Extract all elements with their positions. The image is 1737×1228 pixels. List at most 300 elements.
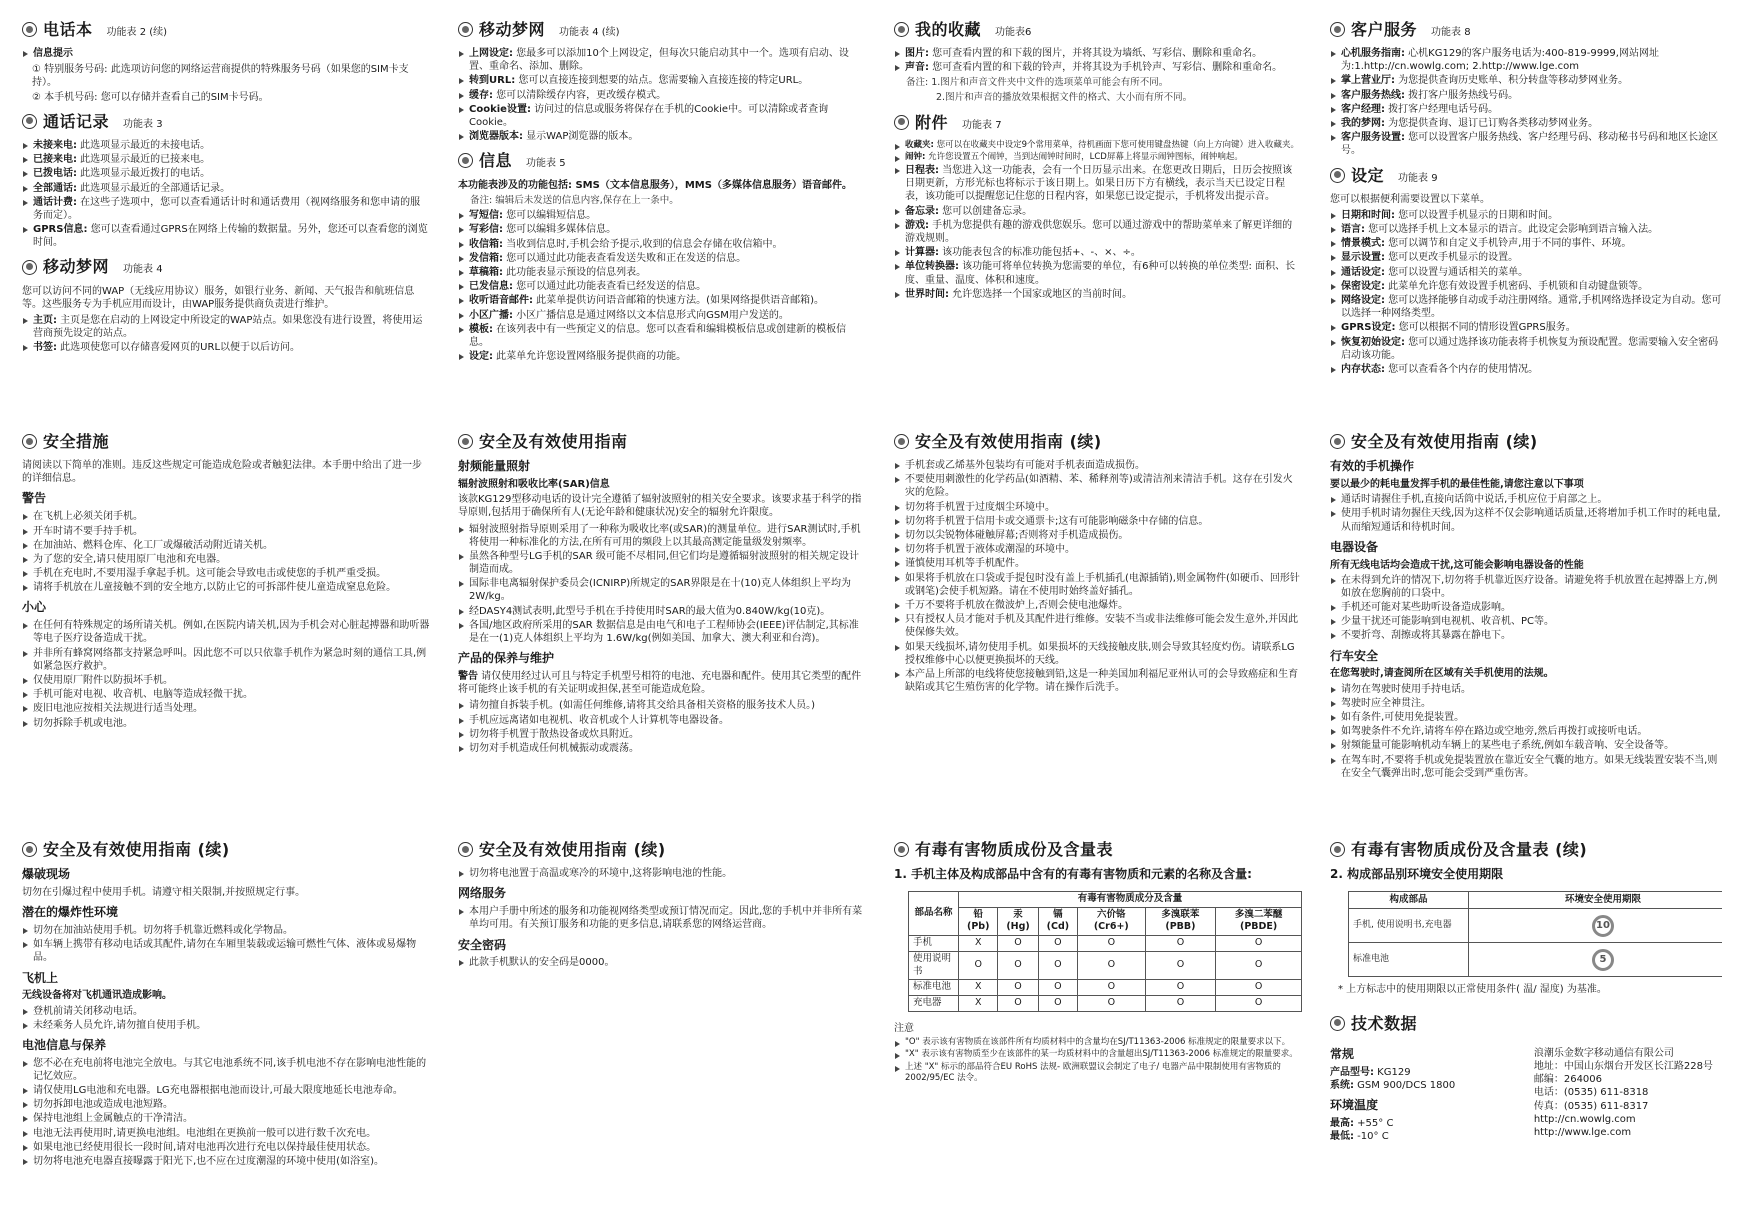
item-list: [22, 1005, 430, 1032]
list-item: 已发信息: 您可以通过此功能表查看已经发送的信息。: [458, 280, 866, 293]
section-title: 技术数据: [1351, 1013, 1418, 1033]
list-item: 不要折弯、刮擦或将其暴露在静电下。: [1330, 629, 1722, 642]
list-item: 游戏: 手机为您提供有趣的游戏供您娱乐。您可以通过游戏中的帮助菜单来了解更详细的游戏规则。: [894, 219, 1302, 245]
subheading: 飞机上: [22, 970, 59, 985]
spec-line: 最高: +55° C: [1330, 1117, 1394, 1129]
section-messages: [458, 150, 866, 363]
list-item: 备忘录: 您可以创建备忘录。: [894, 205, 1302, 218]
table-header-cell: 铅(Pb): [959, 907, 998, 935]
section-title: 有毒有害物质成份及含量表: [915, 840, 1114, 859]
list-item: 切勿拆除手机或电池。: [22, 717, 430, 730]
section-mobile-monternet-cont: [458, 19, 866, 143]
section-header: [1330, 1013, 1722, 1034]
section-header: [1330, 165, 1722, 186]
table-header-row: [1349, 891, 1723, 909]
list-item: 客户经理: 拨打客户经理电话号码。: [1330, 103, 1722, 116]
list-item: 经DASY4测试表明,此型号手机在手持使用时SAR的最大值为0.840W/kg(10克)。: [458, 605, 866, 618]
list-item: 声音: 您可查看内置的和下载的铃声，并将其设为手机铃声、写彩信、删除和重命名。: [894, 61, 1302, 74]
section-title: 附件: [915, 112, 949, 132]
company-line: 传真：(0535) 611-8317: [1533, 1100, 1649, 1112]
list-item: 切勿在加油站使用手机。切勿将手机靠近燃料或化学物品。: [22, 924, 430, 937]
subheading: 在您驾驶时,请查阅所在区域有关手机使用的法规。: [1330, 668, 1554, 680]
section-subtitle: 功能表 2 (续): [106, 27, 168, 38]
table-cell: X: [959, 936, 998, 952]
list-item: 主页: 主页是您在启动的上网设定中所设定的WAP站点。如果您没有进行设置，将使用运营商预先设定的站点。: [22, 314, 430, 340]
section-bullet-icon: [458, 434, 473, 449]
table-cell: [1469, 943, 1723, 977]
list-item: 各国/地区政府所采用的SAR 数据信息是由电气和电子工程师协会(IEEE)评估制定,其标准是在一(1)克人体组织上平均为 1.6W/kg(例如美国、加拿大、澳大利亚和台湾)。: [458, 619, 866, 645]
section-title: 移动梦网: [43, 257, 110, 277]
section-header: [1330, 431, 1722, 452]
subheading: 有效的手机操作: [1330, 459, 1415, 474]
item-list: [22, 510, 430, 594]
section-header: [1330, 839, 1722, 860]
table-cell: X: [959, 980, 998, 996]
list-item: 在任何有特殊规定的场所请关机。例如,在医院内请关机,因为手机会对心脏起搏器和助听器等电子医疗设备造成干扰。: [22, 619, 430, 645]
list-item: 收信箱: 当收到信息时,手机会给予提示,收到的信息会存储在收信箱中。: [458, 238, 866, 251]
table-header-cell: 汞(Hg): [998, 907, 1038, 935]
section-bullet-icon: [22, 260, 37, 275]
section-header: [458, 839, 866, 860]
table-cell: O: [1216, 996, 1302, 1012]
list-item: 上网设定: 您最多可以添加10个上网设定，但每次只能启动其中一个。选项有启动、设置、重命名、添加、删除。: [458, 47, 866, 73]
list-item: 切勿将手机置于过度烟尘环境中。: [894, 501, 1302, 514]
table-cell: O: [1078, 996, 1146, 1012]
section-bullet-icon: [894, 115, 909, 130]
section-header: [894, 112, 1302, 133]
section-title: 信息: [479, 151, 513, 171]
subheading: 网络服务: [458, 886, 507, 901]
company-line: 电话：(0535) 611-8318: [1533, 1087, 1649, 1099]
list-item: 未接来电: 此选项显示最近的未接电话。: [22, 139, 430, 152]
subheading: 小心: [22, 600, 47, 615]
list-item: 已接来电: 此选项显示最近的已接来电。: [22, 153, 430, 166]
list-item: "O" 表示该有害物质在该部件所有均质材料中的含量均在SJ/T11363-2006 标准规定的限量要求以下。: [894, 1037, 1302, 1048]
section-title: 有毒有害物质成份及含量表 (续): [1351, 840, 1588, 859]
section-bullet-icon: [894, 434, 909, 449]
section-customer-service: [1330, 19, 1722, 158]
section-subtitle: 功能表 7: [962, 119, 1002, 131]
subheading: 2. 构成部品别环境安全使用期限: [1330, 867, 1504, 882]
list-item: 保持电池组上金属触点的干净清洁。: [22, 1112, 430, 1125]
list-item: 全部通话: 此选项显示最近的全部通话记录。: [22, 182, 430, 195]
list-item: 如驾驶条件不允许,请将车停在路边或空地旁,然后再拨打或接听电话。: [1330, 725, 1722, 738]
panel-safety-guide-cont: [894, 428, 1302, 697]
company-info: [1534, 1041, 1722, 1143]
list-item: 我的梦网: 为您提供查询、退订已订购各类移动梦网业务。: [1330, 117, 1722, 130]
subheading: 常规: [1330, 1046, 1355, 1061]
intro-text: 切勿在引爆过程中使用手机。请遵守相关限制,并按照规定行事。: [22, 886, 306, 898]
list-item: 客户服务设置: 您可以设置客户服务热线、客户经理号码、移动秘书号码和地区长途区号。: [1330, 131, 1722, 157]
subheading: 无线设备将对飞机通讯造成影响。: [22, 990, 172, 1002]
list-item: 如果电池已经使用很长一段时间,请对电池再次进行充电以保持最佳使用状态。: [22, 1141, 430, 1154]
intro-text: 请阅读以下简单的准则。违反这些规定可能造成危险或者触犯法律。本手册中给出了进一步的详细信息。: [22, 460, 422, 485]
list-item: 国际非电离辐射保护委员会(ICNIRP)所规定的SAR界限是在十(10)克人体组织上平均为2W/kg。: [458, 577, 866, 603]
item-list: [22, 924, 430, 965]
list-item: 闹钟: 允许您设置五个闹钟，当到达闹钟时间时，LCD屏幕上将显示闹钟图标，闹钟响起。: [894, 152, 1302, 163]
section-bullet-icon: [22, 114, 37, 129]
section-title: 安全及有效使用指南: [479, 432, 628, 451]
section-accessories: [894, 112, 1302, 301]
list-item: 收藏夹: 您可以在收藏夹中设定9个常用菜单，待机画面下您可使用键盘热键（向上方向键）进入收藏夹。: [894, 140, 1302, 151]
table-cell: O: [1038, 952, 1077, 980]
list-item: 写短信: 您可以编辑短信息。: [458, 209, 866, 222]
section-title: 安全及有效使用指南 (续): [915, 432, 1102, 451]
subheading: 潜在的爆炸性环境: [22, 905, 119, 920]
list-item: 上述 "X" 标示的部品符合EU RoHS 法规- 欧洲联盟议会制定了电子/ 电器产品中限制使用有害物质的2002/95/EC 法令。: [894, 1062, 1302, 1084]
panel-safety-guide: [458, 428, 866, 758]
eco-period-5-icon: 5: [1592, 949, 1614, 971]
table-cell: 标准电池: [1349, 943, 1469, 977]
item-list: [458, 47, 866, 143]
table-cell: O: [1038, 996, 1077, 1012]
table-header-cell: 镉(Cd): [1038, 907, 1077, 935]
list-item: 如果天线损坏,请勿使用手机。如果损坏的天线接触皮肤,则会导致其轻度灼伤。请联系LG授权维修中心以便更换损坏的天线。: [894, 641, 1302, 667]
item-list: [22, 139, 430, 250]
table-cell: 手机: [909, 936, 959, 952]
list-item: 掌上营业厅: 为您提供查询历史账单、积分转盘等移动梦网业务。: [1330, 74, 1722, 87]
section-bullet-icon: [894, 22, 909, 37]
item-list: [22, 314, 430, 355]
section-header: [22, 256, 430, 277]
list-item: ① 特别服务号码: 此选项访问您的网络运营商提供的特殊服务号码（如果您的SIM卡支持）。: [32, 64, 409, 89]
list-item: 切勿将手机置于液体或潮湿的环境中。: [894, 543, 1302, 556]
list-item: 未经乘务人员允许,请勿擅自使用手机。: [22, 1019, 430, 1032]
section-title: 电话本: [43, 20, 93, 39]
table-cell: O: [1145, 952, 1216, 980]
table-header-cell: 多溴联苯(PBB): [1145, 907, 1216, 935]
section-settings: [1330, 165, 1722, 377]
subheading: 所有无线电话均会造成干扰,这可能会影响电器设备的性能: [1330, 559, 1584, 571]
subheading: 安全密码: [458, 937, 507, 952]
list-item: 日期和时间: 您可以设置手机显示的日期和时间。: [1330, 209, 1722, 222]
section-bullet-icon: [22, 22, 37, 37]
list-item: 请勿在驾驶时使用手持电话。: [1330, 683, 1722, 696]
section-subtitle: 功能表 3: [123, 118, 163, 130]
list-item: 世界时间: 允许您选择一个国家或地区的当前时间。: [894, 288, 1302, 301]
list-item: 收听语音邮件: 此菜单提供访问语音邮箱的快速方法。(如果网络提供语音邮箱)。: [458, 294, 866, 307]
panel-safety-guide-cont-2: [1330, 428, 1722, 783]
list-item: 发信箱: 您可以通过此功能表查看发送失败和正在发送的信息。: [458, 252, 866, 265]
note-text: 2.图片和声音的播放效果根据文件的格式、大小而有所不同。: [936, 92, 1193, 104]
list-item: 通话设定: 您可以设置与通话相关的菜单。: [1330, 266, 1722, 279]
section-header: [22, 19, 430, 40]
eco-period-10-icon: 10: [1592, 915, 1614, 937]
table-cell: O: [1145, 980, 1216, 996]
table-row: [909, 980, 1302, 996]
table-cell: O: [998, 936, 1038, 952]
table-cell: O: [1216, 936, 1302, 952]
list-item: 本用户手册中所述的服务和功能视网络类型或预订情况而定。因此,您的手机中并非所有菜单均可用。有关预订服务和功能的更多信息,请联系您的网络运营商。: [458, 905, 866, 931]
list-item: 如果将手机放在口袋或手提包时没有盖上手机插孔(电源插销),则金属物件(如硬币、回形针或钢笔)会使手机短路。请在不使用时始终盖好插孔。: [894, 572, 1302, 598]
list-item: 只有授权人员才能对手机及其配件进行维修。安装不当或非法维修可能会发生意外,并因此使保修失效。: [894, 613, 1302, 639]
table-header-cell: 有毒有害物质成分及含量: [959, 891, 1302, 907]
list-item: 切勿将手机置于信用卡或交通票卡;这有可能影响磁条中存储的信息。: [894, 515, 1302, 528]
table-header-cell: 多溴二苯醚(PBDE): [1216, 907, 1302, 935]
list-item: 切勿将手机置于散热设备或炊具附近。: [458, 728, 866, 741]
list-item: 已拨电话: 此选项显示最近拨打的电话。: [22, 167, 430, 180]
table-cell: [1469, 909, 1723, 943]
subheading: 辐射波照射和吸收比率(SAR)信息: [458, 478, 610, 490]
section-bullet-icon: [894, 842, 909, 857]
section-header: [894, 839, 1302, 860]
item-list: [22, 619, 430, 730]
section-header: [22, 839, 430, 860]
company-line: 地址：中国山东烟台开发区长江路228号: [1533, 1060, 1713, 1072]
spec-line: 产品型号: KG129: [1330, 1066, 1411, 1078]
item-list: [458, 867, 866, 880]
section-subtitle: 功能表 4 (续): [559, 27, 620, 38]
list-item: 如有条件,可使用免提装置。: [1330, 711, 1722, 724]
list-item: 书签: 此选项使您可以存储喜爱网页的URL以便于以后访问。: [22, 341, 430, 354]
list-item: 在驾车时,不要将手机或免提装置放在靠近安全气囊的地方。如果无线装置安装不当,则在安全气囊弹出时,您可能会受到严重伤害。: [1330, 754, 1722, 780]
section-my-favorites: [894, 19, 1302, 105]
list-item: 网络设定: 您可以选择能够自动或手动注册网络。通常,手机网络选择设定为自动。您可以选择一种网络类型。: [1330, 294, 1722, 320]
list-item: 切勿以尖锐物体碰触屏幕;否则将对手机造成损伤。: [894, 529, 1302, 542]
list-item: 内存状态: 您可以查看各个内存的使用情况。: [1330, 363, 1722, 376]
table-row: [1349, 909, 1723, 943]
list-item: 恢复初始设定: 您可以通过选择该功能表将手机恢复为预设配置。您需要输入安全密码启动该功能。: [1330, 336, 1722, 362]
list-item: 写彩信: 您可以编辑多媒体信息。: [458, 223, 866, 236]
list-item: 计算器: 该功能表包含的标准功能包括+、-、×、÷。: [894, 246, 1302, 259]
section-title: 通话记录: [43, 111, 110, 131]
panel-phonebook: [22, 16, 430, 362]
list-item: 草稿箱: 此功能表显示预设的信息列表。: [458, 266, 866, 279]
company-line: 浪潮乐金数字移动通信有限公司: [1533, 1047, 1674, 1059]
list-item: 手机还可能对某些助听设备造成影响。: [1330, 601, 1722, 614]
list-item: 在加油站、燃料仓库、化工厂或爆破活动附近请关机。: [22, 539, 430, 552]
table-cell: O: [959, 952, 998, 980]
note-text: 备注: 编辑后未发送的信息内容,保存在上一条中。: [470, 194, 679, 206]
section-subtitle: 功能表 9: [1398, 172, 1438, 184]
section-bullet-icon: [458, 842, 473, 857]
list-item: 单位转换器: 该功能可将单位转换为您需要的单位，有6种可以转换的单位类型: 面积、长度、重量、温度、体积和速度。: [894, 260, 1302, 286]
section-header: [894, 19, 1302, 40]
table-header-cell: 构成部品: [1349, 891, 1469, 909]
panel-favorites-accessories: [894, 16, 1302, 308]
table-header-cell: 部品名称: [909, 891, 959, 935]
subheading: 电池信息与保养: [22, 1037, 107, 1052]
list-item: "X" 表示该有害物质至少在该部件的某一均质材料中的含量超出SJ/T11363-2006 标准规定的限量要求。: [894, 1049, 1302, 1060]
table-cell: 使用说明书: [909, 952, 959, 980]
section-subtitle: 功能表6: [995, 27, 1032, 38]
list-item: 浏览器版本: 显示WAP浏览器的版本。: [458, 130, 866, 143]
table-cell: 手机, 使用说明书,充电器: [1349, 909, 1469, 943]
section-bullet-icon: [22, 434, 37, 449]
item-list: [458, 209, 866, 363]
list-item: 手机应远离诸如电视机、收音机或个人计算机等电器设备。: [458, 714, 866, 727]
list-item: GPRS设定: 您可以根据不同的情形设置GPRS服务。: [1330, 321, 1722, 334]
list-item: 本产品上所部的电线将使您接触到铅,这是一种美国加利福尼亚州认可的会导致癌症和生育缺陷或其它生殖伤害的化学物。请在操作后洗手。: [894, 668, 1302, 694]
section-header: [894, 431, 1302, 452]
panel-hazardous-substances: [894, 836, 1302, 1087]
list-item: 驾驶时应全神贯注。: [1330, 697, 1722, 710]
list-item: 日程表: 当您进入这一功能表，会有一个日历显示出来。在您更改日期后，日历会按照该日期更新，方形光标也将标示于该日期上。如果日历下方有横线，表示当天已设定日程表，该功能可以提醒您记住您的日程内容，如果您已设定提示，手机将发出提示音。: [894, 164, 1302, 204]
intro-text: 您可以根据便利需要设置以下菜单。: [1330, 193, 1490, 205]
list-item: 图片: 您可查看内置的和下载的图片，并将其设为墙纸、写彩信、删除和重命名。: [894, 47, 1302, 60]
panel-hazardous-cont-tech: [1330, 836, 1722, 1143]
item-list: [894, 47, 1302, 74]
section-subtitle: 功能表 4: [123, 264, 163, 276]
eco-period-table: [1348, 891, 1722, 978]
section-header: [1330, 19, 1722, 40]
list-item: 电池无法再使用时,请更换电池组。电池组在更换前一般可以进行数千次充电。: [22, 1127, 430, 1140]
table-cell: O: [1216, 952, 1302, 980]
list-item: 心机服务指南: 心机KG129的客户服务电话为:400-819-9999,网站网址为:1.http://cn.wowlg.com; 2.http://www.lge.com: [1330, 47, 1722, 73]
table-header-cell: 六价铬(Cr6+): [1078, 907, 1146, 935]
list-item: 不要使用刺激性的化学药品(如酒精、苯、稀释剂等)或清洁剂来清洁手机。这存在引发火灾的危险。: [894, 473, 1302, 499]
list-item: 小区广播: 小区广播信息是通过网络以文本信息形式向GSM用户发送的。: [458, 309, 866, 322]
section-subtitle: 功能表 8: [1431, 27, 1471, 38]
item-list: [1330, 574, 1722, 643]
table-row: [909, 996, 1302, 1012]
section-phonebook: [22, 19, 430, 104]
table-cell: O: [998, 980, 1038, 996]
table-row: [1349, 943, 1723, 977]
list-item: 客户服务热线: 拨打客户服务热线号码。: [1330, 89, 1722, 102]
subheading: 射频能量照射: [458, 459, 531, 474]
list-item: 通话时请握住手机,直接向话筒中说话,手机应位于肩部之上。: [1330, 493, 1722, 506]
subheading: 产品的保养与维护: [458, 651, 555, 666]
list-item: 转到URL: 您可以直接连接到想要的站点。您需要输入直接连接的特定URL。: [458, 74, 866, 87]
list-item: ② 本手机号码: 您可以存储并查看自己的SIM卡号码。: [32, 91, 269, 103]
item-list: [1330, 47, 1722, 158]
section-subtitle: 功能表 5: [526, 158, 566, 170]
list-item: 切勿拆卸电池或造成电池短路。: [22, 1098, 430, 1111]
section-header: [458, 150, 866, 171]
list-item: 保密设定: 此菜单允许您有效设置手机密码、手机锁和自动键盘锁等。: [1330, 280, 1722, 293]
section-title: 设定: [1351, 165, 1385, 185]
notes-title: 注意: [894, 1023, 914, 1035]
table-header-row: [909, 907, 1302, 935]
list-item: 仅使用原厂附件以防损坏手机。: [22, 674, 430, 687]
tech-specs: [1330, 1041, 1518, 1143]
panel-safety-guide-cont-4: [458, 836, 866, 973]
table-cell: X: [959, 996, 998, 1012]
item-list: [458, 905, 866, 931]
list-item: 显示设置: 您可以更改手机显示的设置。: [1330, 251, 1722, 264]
table-cell: O: [1078, 952, 1146, 980]
subheading: 环境温度: [1330, 1097, 1379, 1112]
item-list: [458, 956, 866, 969]
list-item: 切勿将电池充电器直接曝露于阳光下,也不应在过度潮湿的环境中使用(如浴室)。: [22, 1155, 430, 1168]
list-item: 请将手机放在儿童接触不到的安全地方,以防止它的可拆部件使儿童造成窒息危险。: [22, 581, 430, 594]
section-mobile-monternet: [22, 256, 430, 354]
list-item: 为了您的安全,请只使用原厂电池和充电器。: [22, 553, 430, 566]
section-title: 客户服务: [1351, 20, 1418, 39]
spec-line: 最低: -10° C: [1330, 1130, 1389, 1142]
list-item: 虽然各种型号LG手机的SAR 级可能不尽相同,但它们均是遵循辐射波照射的相关规定设计制造而成。: [458, 550, 866, 576]
list-item: 手机可能对电视、收音机、电脑等造成轻微干扰。: [22, 688, 430, 701]
section-bullet-icon: [458, 153, 473, 168]
table-cell: 标准电池: [909, 980, 959, 996]
list-item: GPRS信息: 您可以查看通过GPRS在网络上传输的数据量。另外，您还可以查看您的浏览时间。: [22, 223, 430, 249]
subheading: 电器设备: [1330, 539, 1379, 554]
item-list: [458, 523, 866, 646]
list-item: 开车时请不要手持手机。: [22, 525, 430, 538]
subheading: 爆破现场: [22, 867, 71, 882]
panel-service-settings: [1330, 16, 1722, 383]
table-cell: O: [1078, 936, 1146, 952]
list-item: 手机套或乙烯基外包装均有可能对手机表面造成损伤。: [894, 459, 1302, 472]
table-header-cell: 环境安全使用期限: [1469, 891, 1723, 909]
list-item: 缓存: 您可以清除缓存内容，更改缓存模式。: [458, 89, 866, 102]
company-link[interactable]: http://cn.wowlg.com: [1533, 1113, 1636, 1125]
table-cell: O: [998, 952, 1038, 980]
table-cell: O: [1078, 980, 1146, 996]
table-row: [909, 952, 1302, 980]
table-cell: O: [1145, 996, 1216, 1012]
company-link[interactable]: http://www.lge.com: [1533, 1126, 1632, 1138]
item-list: [22, 1057, 430, 1169]
item-list: [22, 47, 430, 60]
list-item: 并非所有蜂窝网络都支持紧急呼叫。因此您不可以只依靠手机作为紧急时刻的通信工具,例如紧急医疗救护。: [22, 647, 430, 673]
intro-text: 警告 请仅使用经过认可且与特定手机型号相符的电池、充电器和配件。使用其它类型的配件将可能终止该手机的有关证明或担保,甚至可能造成危险。: [458, 671, 862, 696]
section-title: 移动梦网: [479, 20, 546, 39]
list-item: 在未得到允许的情况下,切勿将手机靠近医疗设备。请避免将手机放置在起搏器上方,例如放在您胸前的口袋中。: [1330, 574, 1722, 600]
numbered-list: [32, 63, 430, 104]
section-bullet-icon: [1330, 842, 1345, 857]
item-list: [894, 140, 1302, 301]
section-bullet-icon: [1330, 22, 1345, 37]
section-title: 安全及有效使用指南 (续): [1351, 432, 1538, 451]
list-item: 请仅使用LG电池和充电器。LG充电器根据电池而设计,可最大限度地延长电池寿命。: [22, 1084, 430, 1097]
subheading: 1. 手机主体及构成部品中含有的有毒有害物质和元素的名称及含量:: [894, 867, 1252, 882]
table-cell: O: [998, 996, 1038, 1012]
list-item: 少量干扰还可能影响到电视机、收音机、PC等。: [1330, 615, 1722, 628]
item-list: [1330, 683, 1722, 780]
table-cell: O: [1145, 936, 1216, 952]
list-item: 切勿对手机造成任何机械振动或震荡。: [458, 742, 866, 755]
list-item: 请勿擅自拆装手机。(如需任何维修,请将其交给具备相关资格的服务技术人员。): [458, 699, 866, 712]
list-item: Cookie设置: 访问过的信息或服务将保存在手机的Cookie中。可以清除或者查询Cookie。: [458, 103, 866, 129]
panel-safety-guide-cont-3: [22, 836, 430, 1171]
list-item: 登机前请关闭移动电话。: [22, 1005, 430, 1018]
company-line: 邮编：264006: [1533, 1074, 1603, 1086]
section-bullet-icon: [1330, 168, 1345, 183]
hazard-table: [908, 891, 1302, 1012]
section-bullet-icon: [1330, 434, 1345, 449]
panel-monternet-messages: [458, 16, 866, 370]
section-header: [458, 431, 866, 452]
section-title: 安全及有效使用指南 (续): [479, 840, 666, 859]
list-item: 谨慎使用耳机等手机配件。: [894, 557, 1302, 570]
table-cell: 充电器: [909, 996, 959, 1012]
spec-line: 系统: GSM 900/DCS 1800: [1330, 1079, 1456, 1091]
subheading: 行车安全: [1330, 648, 1379, 663]
section-title: 安全及有效使用指南 (续): [43, 840, 230, 859]
section-header: [22, 111, 430, 132]
item-list: [458, 699, 866, 755]
list-item: 在飞机上必须关闭手机。: [22, 510, 430, 523]
section-header: [22, 431, 430, 452]
intro-text: 本功能表涉及的功能包括: SMS（文本信息服务），MMS（多媒体信息服务）语音邮件。: [458, 179, 852, 191]
footnote: * 上方标志中的使用期限以正常使用条件( 温/ 湿度) 为基准。: [1338, 984, 1607, 996]
list-item: 此款手机默认的安全码是0000。: [458, 956, 866, 969]
tech-data-grid: [1330, 1041, 1722, 1143]
note-text: 备注: 1.图片和声音文件夹中文件的选项菜单可能会有所不同。: [906, 77, 1169, 89]
table-cell: O: [1038, 980, 1077, 996]
list-item: 模板: 在该列表中有一些预定义的信息。您可以查看和编辑模板信息或创建新的模板信息。: [458, 323, 866, 349]
item-list: [1330, 493, 1722, 534]
item-list: [1330, 209, 1722, 376]
list-item: 废旧电池应按相关法规进行适当处理。: [22, 702, 430, 715]
table-row: [909, 936, 1302, 952]
notes-list: [894, 1037, 1302, 1084]
list-item: 切勿将电池置于高温或寒冷的环境中,这将影响电池的性能。: [458, 867, 866, 880]
section-bullet-icon: [1330, 1016, 1345, 1031]
panel-safety-measures: [22, 428, 430, 733]
